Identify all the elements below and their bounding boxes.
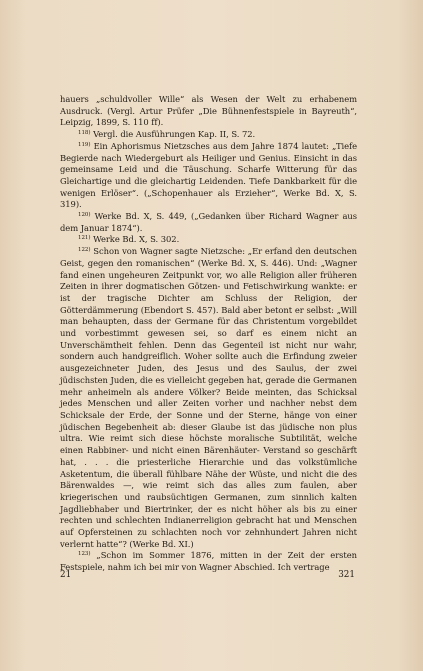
- page-number: 321: [338, 570, 355, 580]
- footnote-text: Werke Bd. X, S. 449, („Gedanken über Richard Wagner aus dem Januar 1874“).: [60, 211, 357, 233]
- footnote-text: Ein Aphorismus Nietzsches aus dem Jahre 1874 lautet: „Tiefe Begierde nach Wiedergeburt als Heiliger und Genius. Einsicht in das gemeinsame Leid und die Täuschung. Scharfe Witterung für das Gleichartige und die gleichartig Leidenden. Tiefe Dankbarkeit für die wenigen Erlöser“. („Schopenhauer als Erzieher“, Werke Bd. X, S. 319).: [60, 140, 357, 210]
- footnote-number: 118): [78, 130, 91, 137]
- footnote-123: [60, 550, 357, 573]
- footnote-122: [60, 246, 357, 550]
- footnote-text: Schon von Wagner sagte Nietzsche: „Er erfand den deutschen Geist, gegen den romanischen“ (Werke Bd. X, S. 446). Und: „Wagner fand einen ungeheuren Zeitpunkt vor, wo alle Religion aller früheren Zeiten in ihrer dogmatischen Götzen- und Fetischwirkung wankte: er ist der tragische Dichter am Schluss der Religion, der Götterdämmerung (Ebendort S. 457). Bald aber betont er selbst: „Will man behaupten, dass der Germane für das Christentum vorgebildet und vorbestimmt gewesen sei, so darf es einem nicht an Unverschämtheit fehlen. Denn das Gegenteil ist nicht nur wahr, sondern auch handgreiflich. Woher sollte auch die Erfindung zweier ausgezeichneter Juden, des Jesus und des Saulus, der zwei jüdischsten Juden, die es vielleicht gegeben hat, gerade die Germanen mehr anheimeln als andere Völker? Beide meinten, das Schicksal jedes Menschen und aller Zeiten vorher und nachher nebst dem Schicksale der Erde, der Sonne und der Sterne, hänge von einer jüdischen Begebenheit ab: dieser Glaube ist das jüdische non plus ultra. Wie reimt sich diese höchste moralische Subtilität, welche einen Rabbiner- und nicht einen Bärenhäuter- Verstand so geschärft hat, . . . die priesterliche Hierarchie und das volkstümliche Asketentum, die überall fühlbare Nähe der Wüste, und nicht die des Bärenwaldes —, wie reimt sich das alles zum faulen, aber kriegerischen und raubsüchtigen Germanen, zum sinnlich kalten Jagdliebhaber und Biertrinker, der es nicht höher als bis zu einer rechten und schlechten Indianerreligion gebracht hat und Menschen auf Opfersteinen zu schlachten noch vor zehnhundert Jahren nicht verlernt hatte“? (Werke Bd. XI.): [60, 246, 357, 549]
- signature-mark: 21: [60, 570, 72, 580]
- footnote-number: 123): [78, 551, 91, 558]
- footnote-number: 120): [78, 212, 91, 219]
- footnote-text: „Schon im Sommer 1876, mitten in der Zeit der ersten Festspiele, nahm ich bei mir von Wagner Abschied. Ich vertrage: [60, 550, 357, 573]
- footnote-text: Vergl. die Ausführungen Kap. II, S. 72.: [93, 129, 256, 140]
- footnotes-body: [60, 94, 357, 574]
- footnote-121: [60, 234, 357, 246]
- footnote-continuation: hauers „schuldvoller Wille“ als Wesen der Welt zu erhabenem Ausdruck. (Vergl. Artur Prüfer „Die Bühnenfestspiele in Bayreuth“, Leipzig, 1899, S. 110 ff).: [60, 94, 357, 128]
- footnote-118: [60, 129, 357, 141]
- footnote-number: 122): [78, 247, 91, 254]
- footnote-119: [60, 141, 357, 211]
- footnote-text: Werke Bd. X, S. 302.: [93, 234, 180, 245]
- footnote-120: [60, 211, 357, 234]
- footnote-number: 119): [78, 141, 91, 148]
- footnote-number: 121): [78, 235, 91, 242]
